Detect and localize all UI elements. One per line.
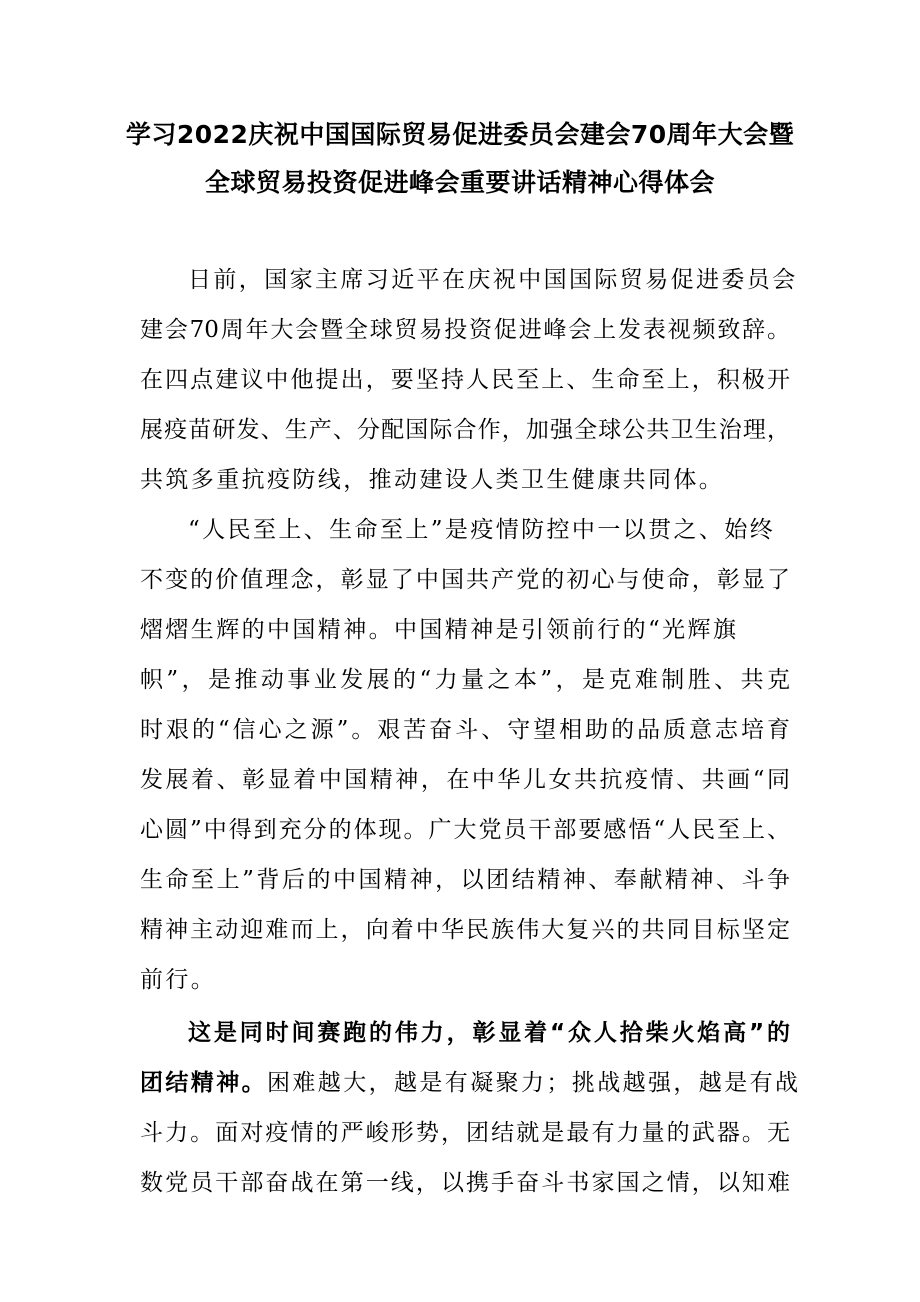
paragraph-2-line: 心圆”中得到充分的体现。广大党员干部要感悟“人民至上、: [140, 817, 790, 843]
paragraph-2-line: 前行。: [140, 967, 217, 993]
paragraph-3-line: 数党员干部奋战在第一线，以携手奋斗书家国之情，以知难: [140, 1170, 790, 1196]
paragraph-2-line: 不变的价值理念，彰显了中国共产党的初心与使命，彰显了: [140, 567, 790, 593]
paragraph-2-line: 帜”，是推动事业发展的“力量之本”，是克难制胜、共克: [140, 667, 790, 693]
paragraph-2-line: “人民至上、生命至上”是疫情防控中一以贯之、始终: [188, 517, 776, 543]
paragraph-1-line: 共筑多重抗疫防线，推动建设人类卫生健康共同体。: [140, 467, 725, 493]
paragraph-3-bold-heading: 这是同时间赛跑的伟力，彰显着“众人拾柴火焰高”的: [188, 1020, 790, 1046]
paragraph-2-line: 时艰的“信心之源”。艰苦奋斗、守望相助的品质意志培育: [140, 717, 790, 743]
paragraph-1-line: 在四点建议中他提出，要坚持人民至上、生命至上，积极开: [140, 367, 790, 393]
document-title-line-2: 全球贸易投资促进峰会重要讲话精神心得体会: [204, 168, 715, 197]
paragraph-1-line: 建会70周年大会暨全球贸易投资促进峰会上发表视频致辞。: [140, 317, 790, 343]
document-title-line-1: 学习2022庆祝中国国际贸易促进委员会建会70周年大会暨: [125, 120, 795, 149]
paragraph-1-line: 展疫苗研发、生产、分配国际合作，加强全球公共卫生治理，: [140, 417, 790, 443]
paragraph-1-line: 日前，国家主席习近平在庆祝中国国际贸易促进委员会: [188, 267, 798, 293]
paragraph-2-line: 生命至上”背后的中国精神，以团结精神、奉献精神、斗争: [140, 867, 790, 893]
paragraph-3-line: [140, 1068, 801, 1098]
paragraph-2-line: 发展着、彰显着中国精神，在中华儿女共抗疫情、共画“同: [140, 767, 790, 793]
paragraph-3-bold-lead: 团结精神。: [140, 1070, 267, 1096]
paragraph-3-line: 斗力。面对疫情的严峻形势，团结就是最有力量的武器。无: [140, 1120, 790, 1146]
paragraph-3-line-rest: 困难越大，越是有凝聚力；挑战越强，越是有战: [267, 1070, 801, 1096]
paragraph-2-line: 精神主动迎难而上，向着中华民族伟大复兴的共同目标坚定: [140, 917, 790, 943]
paragraph-2-line: 熠熠生辉的中国精神。中国精神是引领前行的“光辉旗: [140, 617, 739, 643]
